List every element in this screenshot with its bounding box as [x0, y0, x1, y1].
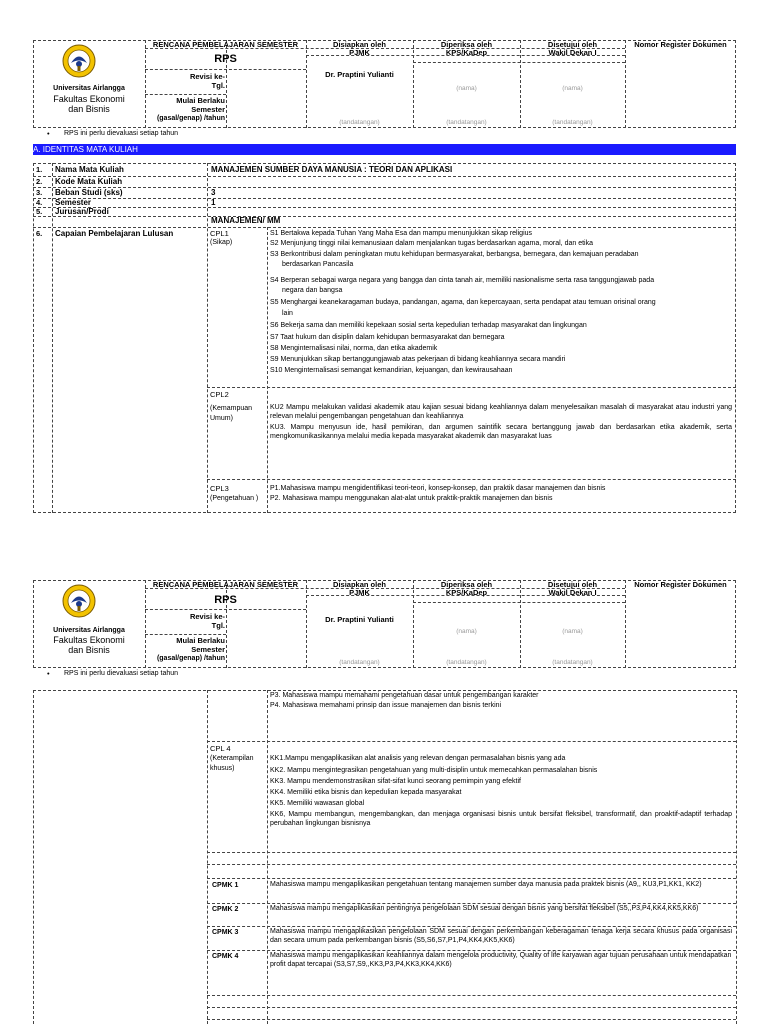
cpl3-p3: P3. Mahasiswa mampu memahami pengetahuan dasar untuk pengembangan karakter: [270, 692, 539, 699]
kps-label: KPS/KaDep: [445, 48, 488, 57]
section-a-heading: [33, 144, 736, 155]
identity-label-5: Jurusan/Prodi: [55, 207, 109, 216]
cpl2-sub1: (Kemampuan: [210, 405, 253, 412]
bullet-icon: •: [47, 129, 50, 138]
gasal-genap-label: (gasal/genap) /tahun: [156, 115, 225, 122]
plan-title: RENCANA PEMBELAJARAN SEMESTER: [152, 40, 299, 49]
cpl1-item-s7: S7 Taat hukum dan disiplin dalam kehidupan bermasyarakat dan bernegara: [270, 334, 505, 341]
wakil-dekan-label: Wakil Dekan I: [548, 48, 597, 57]
evaluasi-note-2: RPS ini perlu dievaluasi setiap tahun: [64, 670, 179, 677]
tandatangan-2: (tandatangan): [446, 119, 487, 126]
cpl1-item-s3: S3 Berkontribusi dalam peningkatan mutu kehidupan bermasyarakat, berbangsa, bernegara, dan kemajuan peradaban: [270, 251, 639, 258]
identity-label-4: Semester: [55, 198, 92, 207]
tandatangan-4: (tandatangan): [339, 659, 380, 666]
rps-label-2: RPS: [214, 594, 237, 606]
cpl1-item-s4: S4 Berperan sebagai warga negara yang bangga dan cinta tanah air, memiliki nasionalisme serta rasa tanggungjawab pada: [270, 277, 655, 284]
identity-label-3: Beban Studi (sks): [55, 188, 123, 197]
cpl1-item-s5-cont: lain: [282, 310, 293, 317]
kps-label-2: KPS/KaDep: [445, 588, 488, 597]
nama-placeholder-2: (nama): [562, 85, 583, 92]
col-nomor-register-2: Nomor Register Dokumen: [634, 580, 727, 589]
cpl1-sub: (Sikap): [210, 239, 233, 246]
evaluasi-note: RPS ini perlu dievaluasi setiap tahun: [64, 130, 179, 137]
cpl1-code: CPL1: [210, 229, 229, 238]
col-diperiksa-2: Diperiksa oleh: [440, 580, 493, 589]
col-disiapkan: Disiapkan oleh: [333, 40, 386, 49]
cpl4-kk5: KK5. Memiliki wawasan global: [270, 800, 365, 807]
tandatangan-3: (tandatangan): [552, 119, 593, 126]
university-name-2: Universitas Airlangga: [53, 627, 125, 634]
bullet-icon: •: [47, 669, 50, 678]
faculty-name-line2: dan Bisnis: [68, 104, 110, 114]
col-nomor-register: Nomor Register Dokumen: [634, 40, 727, 49]
gasal-genap-label-2: (gasal/genap) /tahun: [156, 655, 225, 662]
nama-placeholder-3: (nama): [456, 628, 477, 635]
cpl3-p4: P4. Mahasiswa memahami prinsip dan issue manajemen dan bisnis terkini: [270, 702, 502, 709]
col-disiapkan-2: Disiapkan oleh: [333, 580, 386, 589]
cpl4-kk6: KK6, Mampu membangun, mengembangkan, dan menjaga organisasi bisnis untuk bersifat fleksibel, transformatif, dan proaktif-adaptif terhadap perubahan lingkungan bisnisnya: [270, 811, 732, 827]
wakil-dekan-label-2: Wakil Dekan I: [548, 588, 597, 597]
section-a-title: A. IDENTITAS MATA KULIAH: [33, 145, 138, 154]
cpl4-kk4: KK4. Memiliki etika bisnis dan kepedulian kepada masyarakat: [270, 789, 462, 796]
identity-value-3: 3: [211, 188, 216, 197]
cpl4-sub1: (Keterampilan: [210, 755, 254, 762]
cpl4-kk3: KK3. Mampu mendemonstrasikan sifat-sifat kunci seorang pemimpin yang efektif: [270, 778, 521, 785]
identity-label-1: Nama Mata Kuliah: [55, 165, 124, 174]
cpmk1-text: Mahasiswa mampu mengaplikasikan pengetahuan tentang manajemen sumber daya manusia pada praktek bisnis (A9,, KU3,P1,KK1, KK2): [270, 881, 702, 888]
col-disetujui: Disetujui oleh: [547, 40, 598, 49]
cpl1-item-s8: S8 Menginternalisasi nilai, norma, dan etika akademik: [270, 345, 438, 352]
cpl4-sub2: khusus): [210, 765, 235, 772]
cpl1-item-s5: S5 Menghargai keanekaragaman budaya, pandangan, agama, dan kepercayaan, serta pendapat atau temuan orisinal orang: [270, 299, 656, 306]
nama-placeholder-4: (nama): [562, 628, 583, 635]
airlangga-logo-icon: [62, 584, 96, 618]
revisi-ke-label: Revisi ke-: [189, 72, 225, 81]
identity-no-4: 4.: [36, 198, 43, 207]
plan-title-2: RENCANA PEMBELAJARAN SEMESTER: [152, 580, 299, 589]
cpl2-ku3: KU3. Mampu menyusun ide, hasil pemikiran, dan argumen saintifik secara bertanggung jawab dan berdasarkan etika akademik, serta mengkomunikasikannya melalui media kepada masyarakat akademik dan masyarakat luas: [270, 424, 732, 440]
cpl3-code: CPL3: [210, 484, 229, 493]
mulai-berlaku-label: Mulai Berlaku: [176, 96, 225, 105]
mulai-berlaku-label-2: Mulai Berlaku: [176, 636, 225, 645]
identity-value-4: 1: [211, 198, 216, 207]
cpl2-ku2: KU2 Mampu melakukan validasi akademik atau kajian sesuai bidang keahliannya dalam menyelesaikan masalah di masyarakat atau industri yang relevan melalui pengembangan pengetahuan dan keahliannya: [270, 404, 732, 420]
identity-no-2: 2.: [36, 177, 43, 186]
cpl4-kk1: KK1.Mampu mengaplikasikan alat analisis yang relevan dengan permasalahan bisnis yang ada: [270, 755, 566, 762]
cpmk1-code: CPMK 1: [212, 882, 239, 889]
cpl2-sub2: Umum): [210, 415, 233, 422]
rps-label: RPS: [214, 53, 237, 65]
tandatangan-6: (tandatangan): [552, 659, 593, 666]
tandatangan-1: (tandatangan): [339, 119, 380, 126]
tgl-label: Tgl.: [211, 81, 225, 90]
cpl1-item-s9: S9 Menunjukkan sikap bertanggungjawab atas pekerjaan di bidang keahliannya secara mandiri: [270, 356, 566, 363]
cpl3-p2: P2. Mahasiswa mampu menggunakan alat-alat untuk praktik-praktik manajemen dan bisnis: [270, 495, 553, 502]
pjmk-label-2: PJMK: [349, 588, 370, 597]
airlangga-logo-icon: [62, 44, 96, 78]
col-disetujui-2: Disetujui oleh: [547, 580, 598, 589]
cpmk3-text: Mahasiswa mampu mengaplikasikan pengelolaan SDM sesuai dengan perkembangan keberagaman tenaga kerja secara khusus pada organisasi dan secara umum pada perkembangan bisnis (S5,S6,S7,P1,P4,KK4,KK5,KK6): [270, 928, 732, 944]
cpl1-item-s3-cont: berdasarkan Pancasila: [282, 261, 354, 268]
faculty-name-line1-2: Fakultas Ekonomi: [53, 635, 125, 645]
cpl1-item-s1: S1 Bertakwa kepada Tuhan Yang Maha Esa dan mampu menunjukkan sikap religius: [270, 230, 533, 237]
col-diperiksa: Diperiksa oleh: [440, 40, 493, 49]
tandatangan-5: (tandatangan): [446, 659, 487, 666]
identity-no-5: 5.: [36, 207, 43, 216]
cpl4-code: CPL 4: [210, 744, 231, 753]
cpmk3-code: CPMK 3: [212, 929, 239, 936]
cpl4-kk2: KK2. Mampu mengintegrasikan pengetahuan yang multi-disiplin untuk memecahkan permasalahan bisnis: [270, 767, 598, 774]
cpl1-item-s6: S6 Bekerja sama dan memiliki kepekaan sosial serta kepedulian terhadap masyarakat dan lingkungan: [270, 322, 587, 329]
faculty-name-line1: Fakultas Ekonomi: [53, 94, 125, 104]
identity-label-2: Kode Mata Kuliah: [55, 177, 123, 186]
cpl1-item-s10: S10 Menginternalisasi semangat kemandirian, kejuangan, dan kewirausahaan: [270, 367, 513, 374]
cpl3-p1: P1.Mahasiswa mampu mengidentifikasi teori-teori, konsep-konsep, dan praktik dasar manajemen dan bisnis: [270, 485, 606, 492]
tgl-label-2: Tgl.: [211, 621, 225, 630]
semester-label: Semester: [191, 105, 225, 114]
semester-label-2: Semester: [191, 645, 225, 654]
cpmk4-code: CPMK 4: [212, 953, 239, 960]
faculty-name-line2-2: dan Bisnis: [68, 645, 110, 655]
preparer-name-2: Dr. Praptini Yulianti: [325, 615, 394, 624]
identity-value-5: MANAJEMEN/ MM: [211, 216, 281, 225]
cpmk2-text: Mahasiswa mampu mengaplikasikan pentingnya pengelolaan SDM sesuai dengan bisnis yang bersifat fleksibel (S5,,P3,P4,KK4,KK5,KK6): [270, 905, 699, 912]
cpl2-code: CPL2: [210, 390, 229, 399]
cpmk2-code: CPMK 2: [212, 906, 239, 913]
identity-no-3: 3.: [36, 188, 43, 197]
cpmk4-text: Mahasiswa mampu mengaplikasikan keahliannya dalam mengelola productivity, Quality of life karyawan agar tujuan perusahaan untuk mendapatkan profit dapat tercapai (S3,S7,S9,,KK3,P3,P4,KK3,KK4,KK6): [270, 952, 732, 968]
identity-label-6: Capaian Pembelajaran Lulusan: [55, 229, 174, 238]
identity-no-1: 1.: [36, 165, 43, 174]
cpl3-sub: (Pengetahuan ): [210, 495, 259, 502]
revisi-ke-label-2: Revisi ke-: [189, 612, 225, 621]
pjmk-label: PJMK: [349, 48, 370, 57]
cpl1-item-s2: S2 Menjunjung tinggi nilai kemanusiaan dalam menjalankan tugas berdasarkan agama, moral, dan etika: [270, 240, 593, 247]
identity-no-6: 6.: [36, 229, 43, 238]
preparer-name: Dr. Praptini Yulianti: [325, 70, 394, 79]
identity-value-1: MANAJEMEN SUMBER DAYA MANUSIA : TEORI DAN APLIKASI: [211, 165, 453, 174]
university-name: Universitas Airlangga: [53, 85, 125, 92]
nama-placeholder-1: (nama): [456, 85, 477, 92]
cpl1-item-s4-cont: negara dan bangsa: [282, 287, 343, 294]
